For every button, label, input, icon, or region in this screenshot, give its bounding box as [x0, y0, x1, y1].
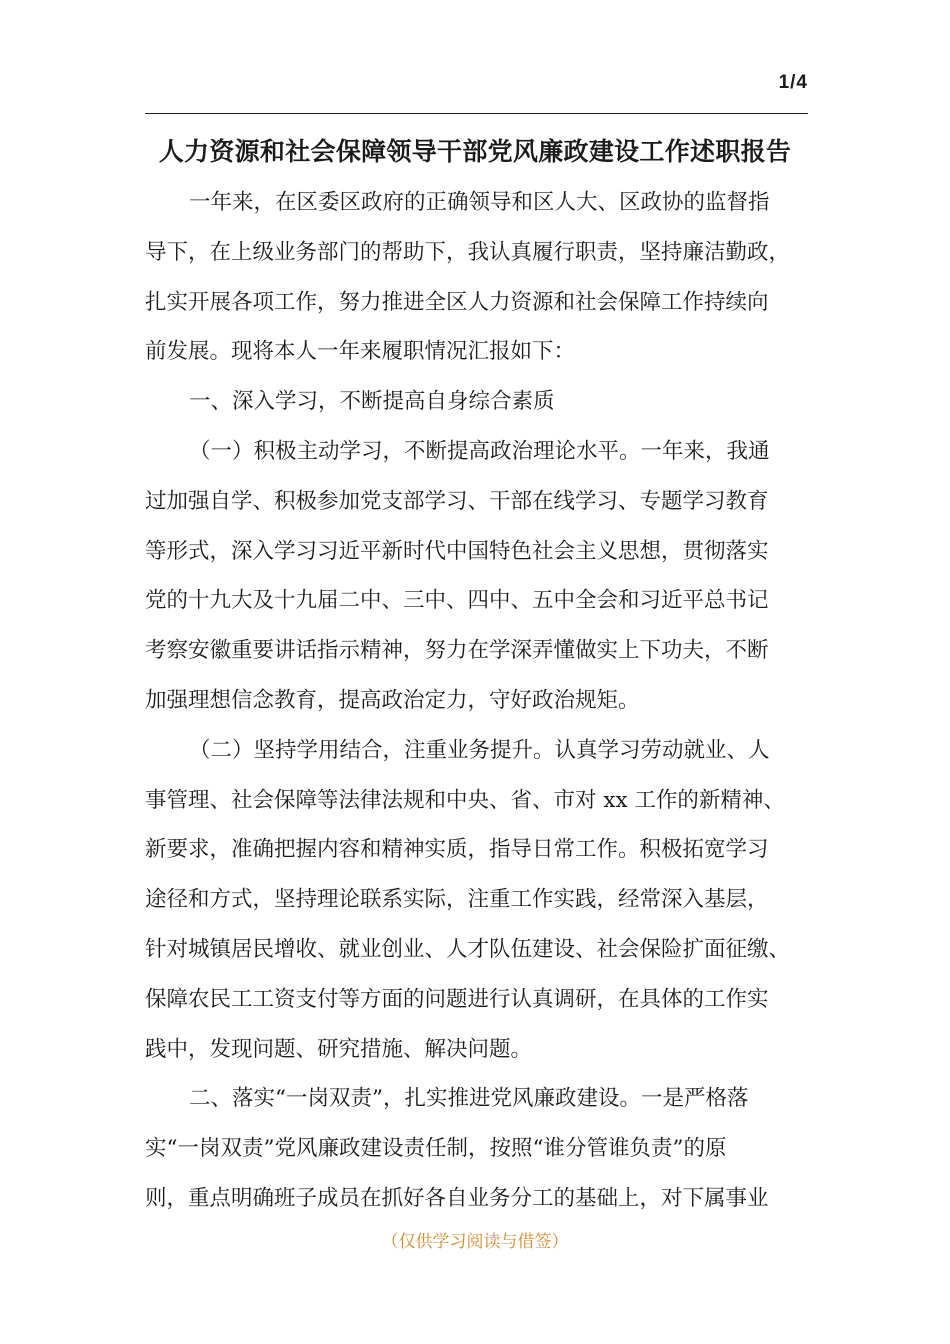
text-line: 针对城镇居民增收、就业创业、人才队伍建设、社会保险扩面征缴、: [145, 936, 791, 962]
text-line: 则，重点明确班子成员在抓好各自业务分工的基础上，对下属事业: [145, 1185, 769, 1211]
text-line: 加强理想信念教育，提高政治定力，守好政治规矩。: [145, 687, 640, 713]
text-line: 践中，发现问题、研究措施、解决问题。: [145, 1036, 533, 1062]
paragraph: [145, 427, 819, 726]
paragraph: [145, 178, 819, 377]
header-rule: [145, 113, 808, 114]
text-line: 前发展。现将本人一年来履职情况汇报如下：: [145, 339, 576, 365]
text-line: 考察安徽重要讲话指示精神，努力在学深弄懂做实上下功夫，不断: [145, 638, 769, 664]
text-line: 新要求，准确把握内容和精神实质，指导日常工作。积极拓宽学习: [145, 837, 769, 863]
text-line: 实“一岗双责”党风廉政建设责任制，按照“谁分管谁负责”的原: [145, 1136, 727, 1162]
text-line: 导下，在上级业务部门的帮助下，我认真履行职责，坚持廉洁勤政，: [145, 239, 791, 265]
text-line: 保障农民工工资支付等方面的问题进行认真调研，在具体的工作实: [145, 986, 769, 1012]
text-line: 一、深入学习，不断提高自身综合素质: [189, 389, 555, 415]
paragraph: [145, 726, 819, 1075]
footer-note: （仅供学习阅读与借签）: [381, 1232, 569, 1252]
text-line: （一）积极主动学习，不断提高政治理论水平。一年来，我通: [189, 438, 770, 464]
text-line: 途径和方式，坚持理论联系实际，注重工作实践，经常深入基层，: [145, 887, 769, 913]
text-line: 过加强自学、积极参加党支部学习、干部在线学习、专题学习教育: [145, 488, 769, 514]
text-line: 党的十九大及十九届二中、三中、四中、五中全会和习近平总书记: [145, 588, 769, 614]
text-line: 等形式，深入学习习近平新时代中国特色社会主义思想，贯彻落实: [145, 538, 769, 564]
text-line: （二）坚持学用结合，注重业务提升。认真学习劳动就业、人: [189, 737, 770, 763]
document-title: 人力资源和社会保障领导干部党风廉政建设工作述职报告: [158, 137, 792, 166]
section-heading: [145, 377, 819, 427]
text-line: 扎实开展各项工作，努力推进全区人力资源和社会保障工作持续向: [145, 289, 769, 315]
text-line: 事管理、社会保障等法律法规和中央、省、市对 xx 工作的新精神、: [145, 787, 785, 813]
page-number: 1/4: [778, 72, 808, 93]
text-line: 一年来，在区委区政府的正确领导和区人大、区政协的监督指: [189, 190, 770, 215]
text-line: 二、落实“一岗双责”，扎实推进党风廉政建设。一是严格落: [189, 1086, 749, 1112]
document-body: [145, 178, 819, 1224]
paragraph: [145, 1074, 819, 1223]
